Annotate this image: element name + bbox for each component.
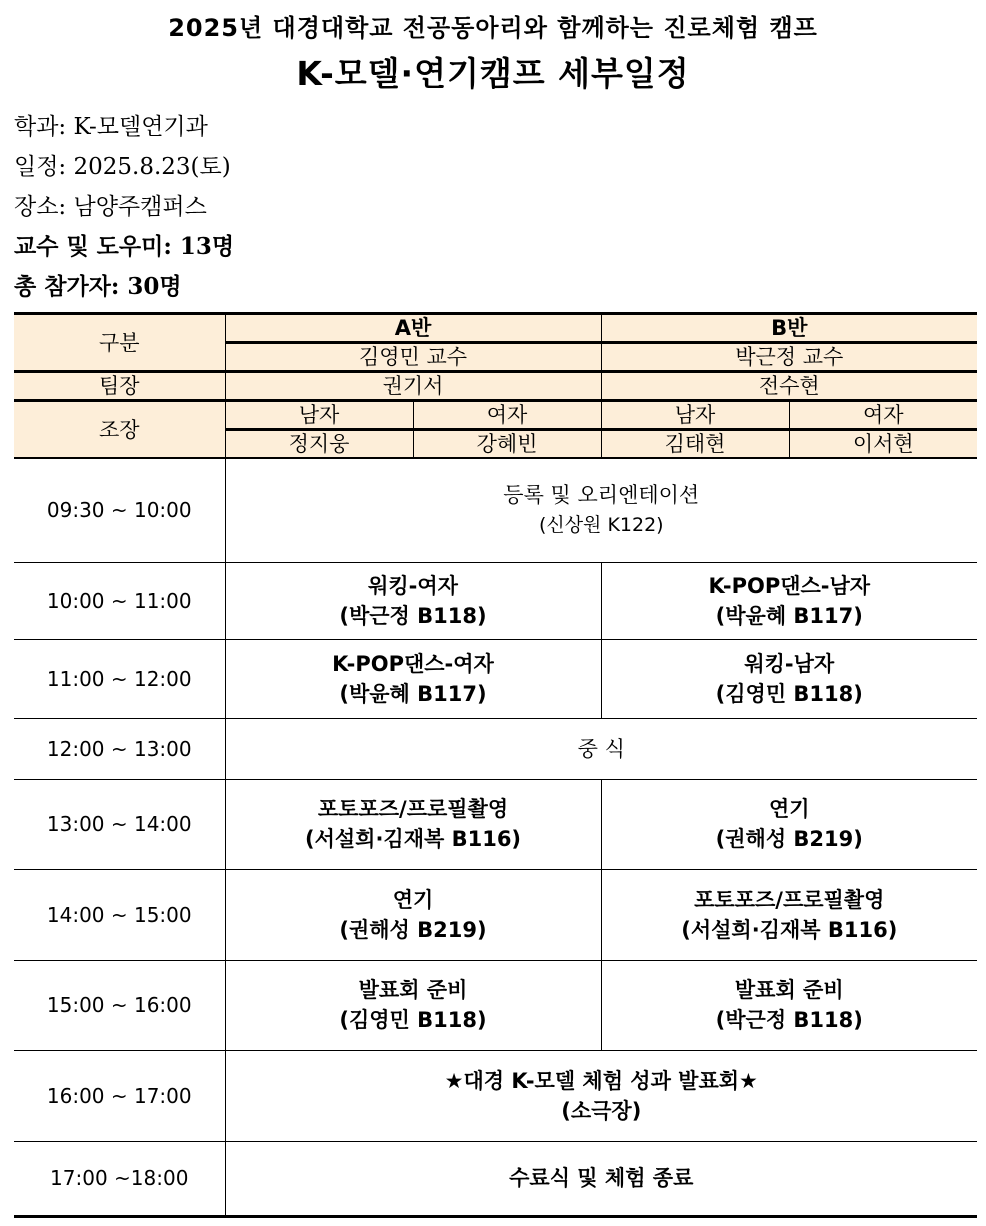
schedule-table <box>14 312 977 1218</box>
time-cell: 16:00 ~ 17:00 <box>14 1050 225 1141</box>
schedule-row <box>14 1050 977 1141</box>
activity-cell <box>225 1050 977 1141</box>
info-place: 장소: 남양주캠퍼스 <box>14 194 207 220</box>
activity-title: ★대경 K-모델 체험 성과 발표회★ <box>444 1068 758 1093</box>
header-class-b: B반 <box>601 314 977 343</box>
schedule-row <box>14 458 977 562</box>
header-a-female-label: 여자 <box>413 401 601 430</box>
activity-cell-a <box>225 779 601 869</box>
header-b-male-label: 남자 <box>601 401 789 430</box>
activity-location: (박근정 B118) <box>715 1008 863 1032</box>
activity-cell-b <box>601 562 977 639</box>
time-cell: 09:30 ~ 10:00 <box>14 458 225 562</box>
info-participants: 총 참가자: 30명 <box>14 273 182 300</box>
activity-location: (박윤혜 B117) <box>715 603 863 628</box>
time-cell: 14:00 ~ 15:00 <box>14 869 225 960</box>
time-cell: 17:00 ~18:00 <box>14 1141 225 1216</box>
activity-cell-b <box>601 869 977 960</box>
activity-title: 발표회 준비 <box>734 978 844 1002</box>
activity-cell <box>225 1141 977 1216</box>
activity-location: (소극장) <box>561 1098 642 1123</box>
header-team-leader-b: 전수현 <box>601 372 977 401</box>
time-cell: 10:00 ~ 11:00 <box>14 562 225 639</box>
activity-location: (서설희·김재복 B116) <box>681 917 898 942</box>
header-b-male: 김태현 <box>601 430 789 459</box>
time-cell: 13:00 ~ 14:00 <box>14 779 225 869</box>
activity-title: 워킹-여자 <box>368 573 458 598</box>
header-class-a: A반 <box>225 314 601 343</box>
activity-cell-b <box>601 779 977 869</box>
activity-location: (김영민 B118) <box>339 1008 487 1032</box>
activity-cell-b <box>601 960 977 1050</box>
schedule-row <box>14 960 977 1050</box>
header-b-female-label: 여자 <box>789 401 977 430</box>
schedule-row <box>14 779 977 869</box>
activity-title: 발표회 준비 <box>358 978 468 1002</box>
header-group-leader-label: 조장 <box>14 401 225 459</box>
activity-title: 연기 <box>768 797 810 821</box>
time-cell: 12:00 ~ 13:00 <box>14 718 225 779</box>
activity-location: (김영민 B118) <box>715 681 863 706</box>
activity-title: 중 식 <box>577 736 625 761</box>
activity-cell-a <box>225 960 601 1050</box>
schedule-row <box>14 562 977 639</box>
header-a-male-label: 남자 <box>225 401 413 430</box>
schedule-row <box>14 639 977 718</box>
activity-location: (박근정 B118) <box>339 603 487 628</box>
info-staff: 교수 및 도우미: 13명 <box>14 233 235 260</box>
activity-location: (박윤혜 B117) <box>339 681 487 706</box>
page-title: K-모델·연기캠프 세부일정 <box>296 54 690 93</box>
activity-location: (서설희·김재복 B116) <box>304 827 522 851</box>
activity-title: 수료식 및 체험 종료 <box>509 1166 694 1190</box>
activity-title: K-POP댄스-남자 <box>708 573 871 598</box>
header-a-male: 정지웅 <box>225 430 413 459</box>
page-subtitle: 2025년 대경대학교 전공동아리와 함께하는 진로체험 캠프 <box>168 14 818 42</box>
schedule-row <box>14 1141 977 1216</box>
schedule-row <box>14 718 977 779</box>
header-a-female: 강혜빈 <box>413 430 601 459</box>
activity-title: 연기 <box>392 887 434 912</box>
header-prof-a: 김영민 교수 <box>225 343 601 372</box>
header-b-female: 이서현 <box>789 430 977 459</box>
activity-cell-b <box>601 639 977 718</box>
activity-cell-a <box>225 869 601 960</box>
activity-cell-a <box>225 562 601 639</box>
activity-location: (권해성 B219) <box>715 827 863 851</box>
header-prof-b: 박근정 교수 <box>601 343 977 372</box>
activity-cell-a <box>225 639 601 718</box>
activity-cell <box>225 718 977 779</box>
time-cell: 11:00 ~ 12:00 <box>14 639 225 718</box>
activity-title: K-POP댄스-여자 <box>332 651 494 676</box>
activity-title: 등록 및 오리엔테이션 <box>503 483 700 508</box>
time-cell: 15:00 ~ 16:00 <box>14 960 225 1050</box>
info-dept: 학과: K-모델연기과 <box>14 114 208 140</box>
activity-location: (권해성 B219) <box>339 917 487 942</box>
activity-title: 워킹-남자 <box>744 651 835 676</box>
info-date: 일정: 2025.8.23(토) <box>14 154 231 180</box>
activity-title: 포토포즈/프로필촬영 <box>694 887 885 912</box>
activity-cell <box>225 458 977 562</box>
header-team-leader-label: 팀장 <box>14 372 225 401</box>
header-category: 구분 <box>14 314 225 372</box>
header-team-leader-a: 권기서 <box>225 372 601 401</box>
activity-title: 포토포즈/프로필촬영 <box>317 797 509 821</box>
schedule-row <box>14 869 977 960</box>
activity-location: (신상원 K122) <box>538 514 664 537</box>
